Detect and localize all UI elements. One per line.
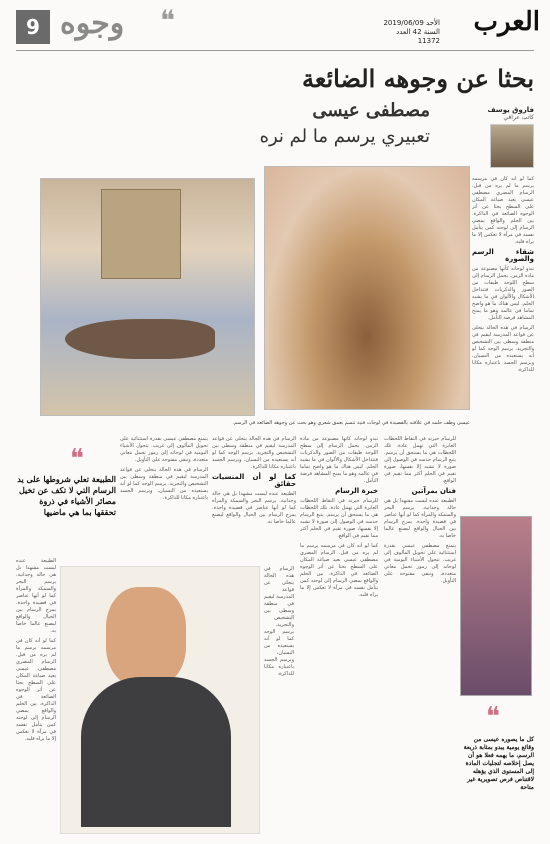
- paragraph: للرسام خبرته في التقاط اللحظات العابرة التي تهمل عادة. تلك اللحظات هي ما يستحق أن يرسم. يتبع الرسام حدسه في الوصول إلى صورة لا تشبه إلا نفسها، صورة تقيم في الحلم أكثر مما تقيم في الواقع.: [300, 498, 378, 539]
- paragraph: كما لو أنه كان في مرسمه يرسم ما لم يره من قبل. الرسام المصري مصطفى عيسى يعيد صياغة المكان على السطح بحثا عن أثر الوجوه الضائعة في الذاكرة. بين الحلم والواقع يمضي الرسام إلى لوحته كمن يتأمل نفسه في مرآة لا تعكس إلا ما يراه قلبه.: [472, 176, 534, 245]
- article-subhead: تعبيري يرسم ما لم نره: [259, 126, 430, 147]
- artwork-painting-2: [40, 178, 255, 416]
- masthead: [380, 7, 540, 45]
- paragraph: كما لو أنه كان في مرسمه يرسم ما لم يره من قبل. الرسام المصري مصطفى عيسى يعيد صياغة المكان على السطح بحثا عن أثر الوجوه الضائعة في الذاكرة. بين الحلم والواقع يمضي الرسام إلى لوحته كمن يتأمل نفسه في مرآة لا تعكس إلا ما يراه قلبه.: [300, 543, 378, 598]
- author-name: فاروق يوسف: [487, 106, 534, 114]
- pull-quote-icon: ❝: [70, 444, 84, 474]
- subheading: كما لو أن المنسيات حقائق: [212, 473, 296, 488]
- text-column-1: [472, 176, 534, 501]
- pull-quote-1: الطبيعة تعلي شروطها على يد الرسام التي لا تكف عن تخيل مصائر الأشياء في ذروة تحققها بما هي ماضيها: [17, 474, 116, 517]
- portrait-head: [106, 587, 186, 687]
- image-caption: عيسى وظف حلمه في علاقته بالقصيدة في لوحات فنية تتسم بعمق شعري وهو بحث عن وجوهه الضائعة في الرسم.: [232, 420, 470, 426]
- newspaper-logo: العرب: [473, 7, 540, 37]
- artwork-painting-3: [460, 516, 532, 696]
- header-divider: [16, 50, 534, 51]
- paragraph: يتمتع مصطفى عيسى بقدرة استثنائية على تحويل المألوف إلى غريب. تتحول الأشياء اليومية في لوحاته إلى رموز تحمل معاني متعددة، وتبقى مفتوحة على التأويل.: [384, 543, 456, 584]
- text-column-3: [300, 436, 378, 832]
- paragraph: الرسام في هذه الحالة يتخلى عن قواعد المدرسة ليقيم في منطقة وسطى بين التشخيص والتجريد. يرسم الوجه كما لو أنه يستعيده من النسيان، ويرسم الجسد باعتباره مكانا للذاكرة.: [264, 566, 294, 677]
- subheading: خبرة الرسام: [335, 487, 378, 495]
- paragraph: للرسام خبرته في التقاط اللحظات العابرة التي تهمل عادة. تلك اللحظات هي ما يستحق أن يرسم. يتبع الرسام حدسه في الوصول إلى صورة لا تشبه إلا نفسها، صورة تقيم في الحلم أكثر مما تقيم في الواقع.: [384, 436, 456, 484]
- text-column-4: [212, 436, 296, 560]
- paragraph: الرسام في هذه الحالة يتخلى عن قواعد المدرسة ليقيم في منطقة وسطى بين التشخيص والتجريد. يرسم الوجه كما لو أنه يستعيده من النسيان، ويرسم الجسد باعتباره مكانا للذاكرة.: [120, 467, 208, 501]
- paragraph: الرسام في هذه الحالة يتخلى عن قواعد المدرسة ليقيم في منطقة وسطى بين التشخيص والتجريد. يرسم الوجه كما لو أنه يستعيده من النسيان، ويرسم الجسد باعتباره مكانا للذاكرة.: [212, 436, 296, 470]
- author-byline: [474, 106, 534, 121]
- painted-fish: [65, 319, 215, 359]
- issue-info: [380, 19, 440, 46]
- text-column-2: [384, 436, 456, 832]
- artist-name: مصطفى عيسى: [312, 100, 430, 121]
- text-column-6: [16, 558, 56, 834]
- portrait-body: [81, 677, 231, 827]
- text-column-7: [264, 566, 294, 834]
- issue-date: الأحد 2019/06/09: [383, 19, 440, 27]
- pull-quote-icon: ❝: [486, 702, 500, 732]
- article-headline: بحثا عن وجوهه الضائعة: [302, 64, 534, 93]
- section-title: وجوه: [60, 6, 125, 41]
- text-column-5: [120, 436, 208, 560]
- pull-quote-2: كل ما يصوره عيسى من وقائع يومية يبدو بمثابة ذريعة الرسم، ما يهمه فعلا هو أن يصل إخلاصه لتجليات المادة إلى المستوى الذي يؤهله لاقتناص فرص تصويرية غير متاحة: [463, 736, 534, 791]
- author-role: كاتب عراقي: [503, 114, 534, 121]
- author-photo: [490, 124, 534, 168]
- subheading: فنان بمرآتين: [411, 487, 456, 495]
- paragraph: الرسام في هذه الحالة يتخلى عن قواعد المدرسة ليقيم في منطقة وسطى بين التشخيص والتجريد. يرسم الوجه كما لو أنه يستعيده من النسيان، ويرسم الجسد باعتباره مكانا للذاكرة.: [472, 325, 534, 373]
- page-number: 9: [16, 10, 50, 44]
- artwork-painting-1: [264, 166, 470, 410]
- paragraph: يتمتع مصطفى عيسى بقدرة استثنائية على تحويل المألوف إلى غريب. تتحول الأشياء اليومية في لوحاته إلى رموز تحمل معاني متعددة، وتبقى مفتوحة على التأويل.: [120, 436, 208, 463]
- paragraph: الطبيعة عنده ليست مشهدا بل هي حالة وجدانية. يرسم البحر والسمكة والمرأة كما لو أنها عناصر في قصيدة واحدة. يمزج الرسام بين الخيال والواقع ليصنع عالما خاصا به.: [16, 558, 56, 634]
- paragraph: تبدو لوحاته كأنها مصنوعة من مادة الزمن. يحمل الرسام إلى سطح اللوحة طبقات من الصور والذكريات فتتداخل الأشكال والألوان في ما يشبه الحلم. ليس هناك ما هو واضح تماما في عالمه وهو ما يمنح المشاهد فرصة التأمل.: [472, 266, 534, 321]
- paragraph: تبدو لوحاته كأنها مصنوعة من مادة الزمن. يحمل الرسام إلى سطح اللوحة طبقات من الصور والذكريات فتتداخل الأشكال والألوان في ما يشبه الحلم. ليس هناك ما هو واضح تماما في عالمه وهو ما يمنح المشاهد فرصة التأمل.: [300, 436, 378, 484]
- artwork-portrait: [60, 566, 260, 834]
- paragraph: الطبيعة عنده ليست مشهدا بل هي حالة وجدانية. يرسم البحر والسمكة والمرأة كما لو أنها عناصر في قصيدة واحدة. يمزج الرسام بين الخيال والواقع ليصنع عالما خاصا به.: [384, 498, 456, 539]
- painted-face: [101, 189, 181, 279]
- issue-number: السنة 42 العدد 11372: [396, 28, 440, 45]
- paragraph: كما لو أنه كان في مرسمه يرسم ما لم يره من قبل. الرسام المصري مصطفى عيسى يعيد صياغة المكان على السطح بحثا عن أثر الوجوه الضائعة في الذاكرة. بين الحلم والواقع يمضي الرسام إلى لوحته كمن يتأمل نفسه في مرآة لا تعكس إلا ما يراه قلبه.: [16, 638, 56, 742]
- section-quote-icon: ❝: [160, 4, 176, 37]
- subheading: شقاء الرسم والصورة: [472, 248, 534, 263]
- paragraph: الطبيعة عنده ليست مشهدا بل هي حالة وجدانية. يرسم البحر والسمكة والمرأة كما لو أنها عناصر في قصيدة واحدة. يمزج الرسام بين الخيال والواقع ليصنع عالما خاصا به.: [212, 491, 296, 525]
